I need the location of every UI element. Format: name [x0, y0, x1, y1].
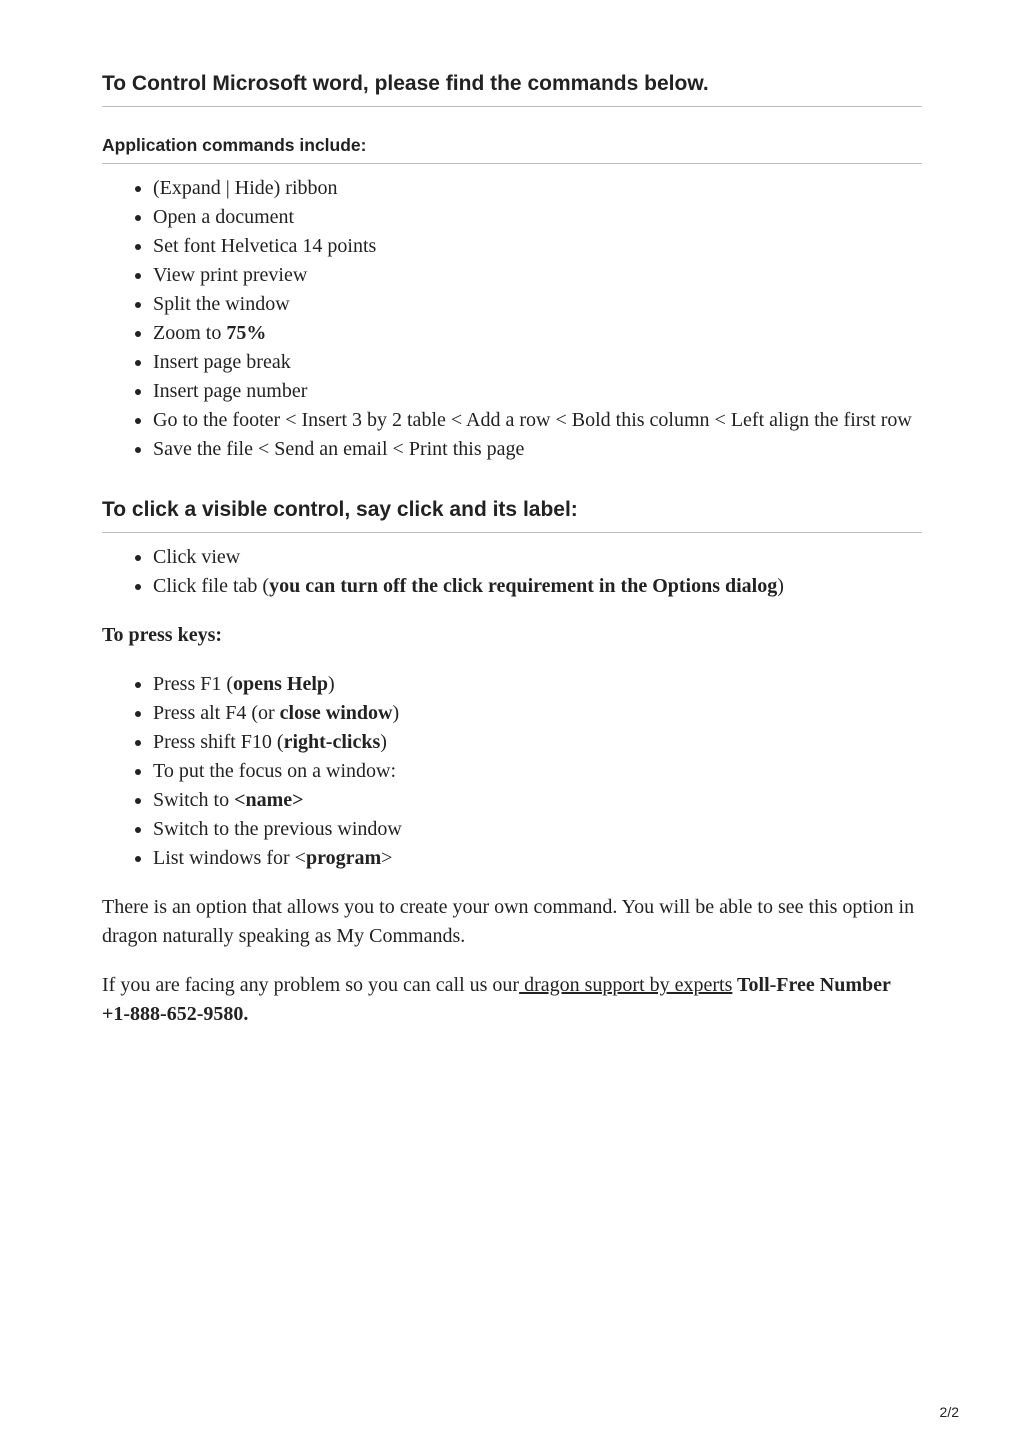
press-keys-label: To press keys: [102, 624, 223, 646]
list-item: • View print preview [153, 261, 922, 290]
item-bold-text: program [305, 847, 382, 869]
list-item [153, 699, 922, 728]
item-text: Click file tab ( [153, 575, 270, 597]
list-item: • Set font Helvetica 14 points [153, 232, 922, 261]
list-item [153, 319, 922, 348]
list-item [153, 728, 922, 757]
list-item: • Open a document [153, 203, 922, 232]
item-text: ) [328, 673, 335, 695]
item-bold-text: opens Help [233, 673, 329, 695]
page-number: 2/2 [939, 1404, 959, 1420]
item-text: Press shift F10 ( [153, 731, 284, 753]
list-item: • Click view [153, 543, 922, 572]
support-text: If you are facing any problem so you can call us our [102, 974, 520, 996]
item-text: List windows for < [153, 847, 306, 869]
list-item: • Insert page number [153, 377, 922, 406]
press-keys-paragraph [102, 621, 922, 650]
item-text: ) [392, 702, 400, 724]
support-paragraph [102, 971, 922, 1029]
app-commands-heading: Application commands include: [102, 123, 922, 164]
item-text: Press alt F4 (or [153, 702, 280, 724]
item-bold-text: right-clicks [283, 731, 381, 753]
item-text: > [381, 847, 393, 869]
list-item [153, 670, 922, 699]
item-bold-text: close window [279, 702, 393, 724]
list-item: • (Expand | Hide) ribbon [153, 174, 922, 203]
item-bold-text: 75% [226, 322, 267, 344]
key-items-list [102, 670, 922, 873]
item-bold-text: <name> [234, 789, 304, 811]
click-items-list [102, 543, 922, 601]
list-item: • Split the window [153, 290, 922, 319]
list-item: • Switch to the previous window [153, 815, 922, 844]
item-text: Press F1 ( [153, 673, 234, 695]
list-item [153, 786, 922, 815]
list-item: • Insert page break [153, 348, 922, 377]
support-link[interactable]: dragon support by experts [519, 974, 733, 996]
toll-free-number: Toll-Free Number +1-888-652-9580. [102, 974, 891, 1025]
list-item [153, 572, 922, 601]
list-item: • To put the focus on a window: [153, 757, 922, 786]
click-control-heading: To click a visible control, say click and its label: [102, 486, 922, 533]
item-text: Zoom to [153, 322, 227, 344]
item-text: ) [380, 731, 387, 753]
main-heading: To Control Microsoft word, please find the commands below. [102, 60, 922, 107]
list-item [153, 844, 922, 873]
list-item: • Save the file < Send an email < Print this page [153, 435, 922, 464]
item-text: Switch to [153, 789, 235, 811]
list-item: • Go to the footer < Insert 3 by 2 table < Add a row < Bold this column < Left align the first row [153, 406, 922, 435]
app-commands-list [102, 174, 922, 464]
document-page [102, 60, 922, 1029]
custom-command-paragraph: There is an option that allows you to create your own command. You will be able to see this option in dragon naturally speaking as My Commands. [102, 896, 915, 947]
item-text: ) [777, 575, 784, 597]
item-bold-text: you can turn off the click requirement in the Options dialog [269, 575, 778, 597]
